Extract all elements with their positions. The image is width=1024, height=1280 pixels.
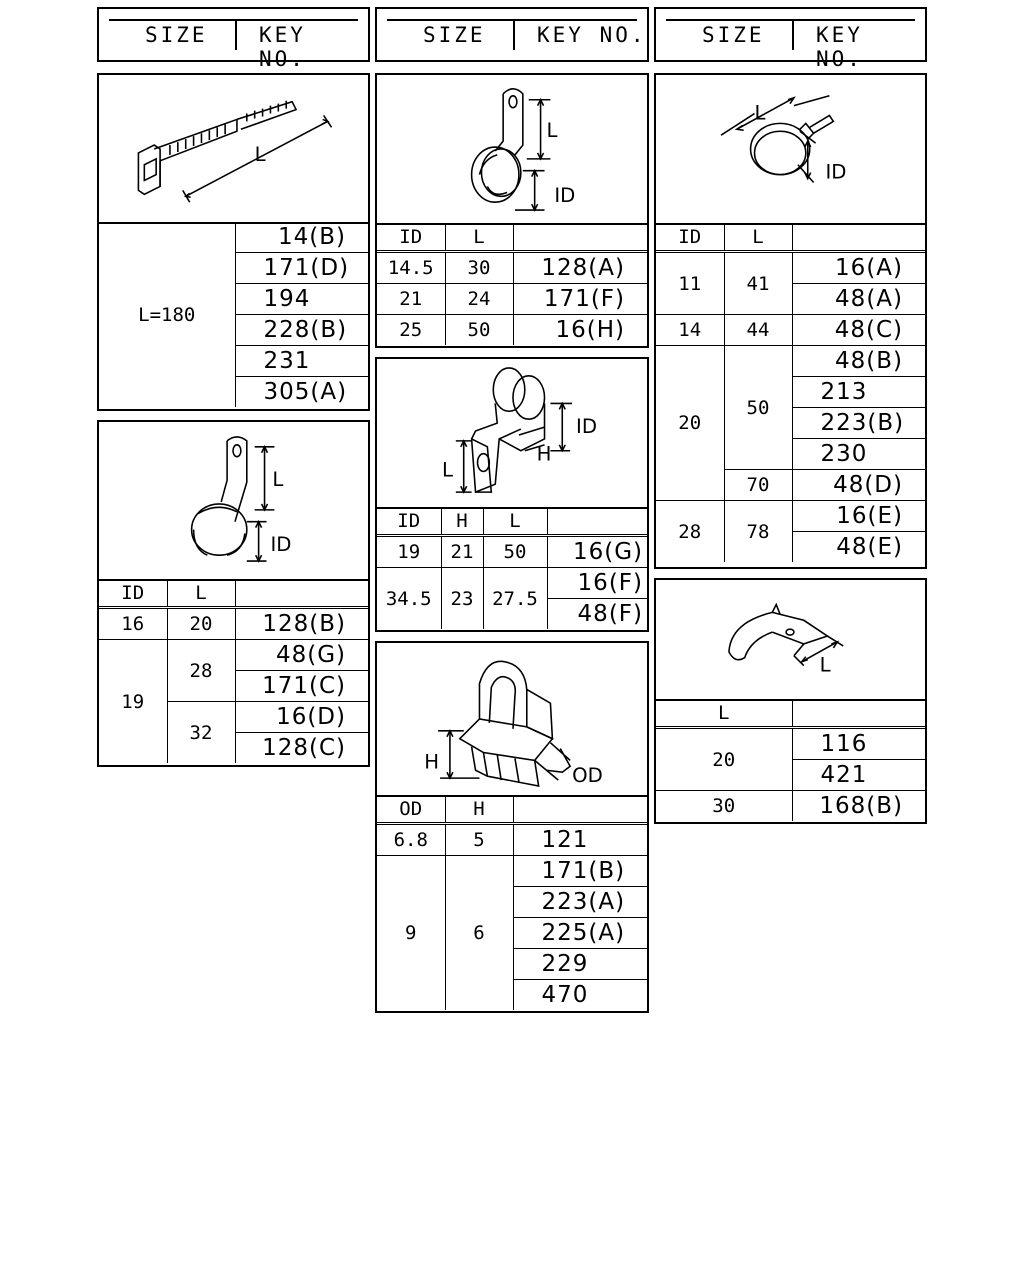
key-cell: 128(A) [513,252,647,284]
key-cell: 168(B) [792,791,925,822]
push-clip-panel [375,641,649,1013]
table-row [656,501,925,532]
p-clip-large-ID-label: ID [554,184,576,208]
l-cell: 50 [483,536,547,568]
key-cell: 16(F) [547,568,647,599]
push-clip-figure [377,643,647,797]
push-clip-table [377,795,647,1010]
bracket-clip-table [377,507,647,629]
band-tie-figure [99,75,368,224]
id-cell: 25 [377,315,445,346]
table-row [377,568,647,599]
table-row [656,315,925,346]
p-clip-small-drawing [99,422,368,579]
table-row [99,640,368,671]
l-cell: 20 [167,608,235,640]
l-cell: 28 [167,640,235,702]
l-cell: 30 [445,252,513,284]
hose-clamp-table [656,223,925,562]
key-cell: 16(D) [235,702,368,733]
band-tie-panel [97,73,370,411]
id-cell: 20 [656,346,724,501]
l-cell: 20 [656,728,792,791]
table-header-row [377,795,647,824]
table-header-row [656,223,925,252]
col-header-key [547,507,647,536]
id-cell: 19 [99,640,167,764]
key-cell: 14(B) [235,222,368,253]
header-key-label: KEY NO. [537,23,647,47]
table-row [656,728,925,760]
header-rule [387,19,637,21]
table-header-row [377,507,647,536]
key-cell: 128(C) [235,733,368,764]
hose-clamp-ID-label: ID [825,160,847,184]
key-cell: 231 [235,346,368,377]
key-cell: 421 [792,760,925,791]
key-cell: 16(E) [792,501,925,532]
col-header-key [792,699,925,728]
col-header-key [513,223,647,252]
header-rule [666,19,915,21]
header-rule [109,19,358,21]
table-header-row [656,699,925,728]
bracket-clip-L-label: L [442,458,454,482]
col-header-od: OD [377,795,445,824]
hose-clamp-figure [656,75,925,225]
bracket-clip-drawing [377,359,647,507]
p-clip-large-figure [377,75,647,225]
header-size-label: SIZE [145,23,208,47]
spring-clip-table [656,699,925,821]
id-cell: 34.5 [377,568,441,630]
key-cell: 48(D) [792,470,925,501]
key-cell: 223(A) [513,887,647,918]
od-cell: 6.8 [377,824,445,856]
key-cell: 229 [513,949,647,980]
col-header-key [792,223,925,252]
p-clip-small-L-label: L [272,468,284,492]
key-cell: 171(B) [513,856,647,887]
header-size-label: SIZE [702,23,765,47]
key-cell: 128(B) [235,608,368,640]
l-cell: 50 [724,346,792,470]
h-cell: 21 [441,536,483,568]
table-row [377,536,647,568]
key-cell: 48(C) [792,315,925,346]
key-cell: 48(A) [792,284,925,315]
l-cell: 32 [167,702,235,764]
h-cell: 6 [445,856,513,1011]
col-header-h: H [445,795,513,824]
hose-clamp-L-label: L [754,101,766,125]
key-cell: 470 [513,980,647,1011]
id-cell: 14.5 [377,252,445,284]
push-clip-drawing [377,643,647,795]
spring-clip-figure [656,580,925,701]
col-header-l: L [445,223,513,252]
header-col-2 [375,7,649,62]
spring-clip-drawing [656,580,925,699]
table-row [377,824,647,856]
col-header-id: ID [377,223,445,252]
band-tie-table [99,222,368,407]
col-header-id: ID [656,223,724,252]
l-cell: 41 [724,252,792,315]
key-cell: 171(F) [513,284,647,315]
l-cell: 70 [724,470,792,501]
table-header-row [377,223,647,252]
bracket-clip-panel [375,357,649,632]
id-cell: 21 [377,284,445,315]
table-row [377,315,647,346]
key-cell: 48(G) [235,640,368,671]
h-cell: 23 [441,568,483,630]
header-key-label: KEY NO. [259,23,306,71]
table-row [377,284,647,315]
l-cell: 50 [445,315,513,346]
header-divider [513,21,515,50]
key-cell: 213 [792,377,925,408]
key-cell: 48(B) [792,346,925,377]
spring-clip-L-label: L [819,653,831,677]
col-header-l: L [656,699,792,728]
p-clip-small-figure [99,422,368,581]
key-cell: 223(B) [792,408,925,439]
col-header-l: L [483,507,547,536]
table-header-row [99,579,368,608]
table-row [377,252,647,284]
od-cell: 9 [377,856,445,1011]
bracket-clip-H-label: H [536,442,552,466]
col-header-l: L [724,223,792,252]
id-cell: 19 [377,536,441,568]
id-cell: 16 [99,608,167,640]
hose-clamp-panel [654,73,927,569]
table-row [377,856,647,887]
p-clip-large-panel [375,73,649,348]
key-cell: 116 [792,728,925,760]
l-cell: 27.5 [483,568,547,630]
table-row [99,222,368,253]
table-row [656,791,925,822]
p-clip-large-L-label: L [546,119,558,143]
header-col-3 [654,7,927,71]
p-clip-small-table [99,579,368,763]
header-size-label: SIZE [423,23,486,47]
h-cell: 5 [445,824,513,856]
key-cell: 16(A) [792,252,925,284]
table-row [656,346,925,377]
key-cell: 121 [513,824,647,856]
l-cell: 44 [724,315,792,346]
col-header-id: ID [99,579,167,608]
key-cell: 225(A) [513,918,647,949]
spring-clip-panel [654,578,927,824]
key-cell: 16(G) [547,536,647,568]
header-divider [235,21,237,50]
id-cell: 14 [656,315,724,346]
bracket-clip-ID-label: ID [576,415,598,438]
table-row [656,252,925,284]
id-cell: 28 [656,501,724,563]
key-cell: 230 [792,439,925,470]
key-cell: 48(E) [792,532,925,563]
table-row [99,608,368,640]
hose-clamp-drawing [656,75,925,223]
key-cell: 171(D) [235,253,368,284]
p-clip-small-ID-label: ID [270,533,292,557]
key-cell: 16(H) [513,315,647,346]
key-cell: 228(B) [235,315,368,346]
id-cell: 11 [656,252,724,315]
header-col-1 [97,7,370,71]
band-tie-drawing [99,75,368,222]
bracket-clip-figure [377,359,647,509]
push-clip-OD-label: OD [572,764,603,788]
header-key-label: KEY NO. [816,23,863,71]
col-header-key [513,795,647,824]
col-header-h: H [441,507,483,536]
p-clip-small-panel [97,420,370,767]
l-cell: 24 [445,284,513,315]
col-header-l: L [167,579,235,608]
l-cell: 78 [724,501,792,563]
l-cell: 30 [656,791,792,822]
band-tie-size-cell: L=180 [99,222,235,407]
header-divider [792,21,794,50]
p-clip-large-table [377,223,647,345]
key-cell: 305(A) [235,377,368,408]
col-header-key [235,579,368,608]
key-cell: 194 [235,284,368,315]
push-clip-H-label: H [424,750,440,774]
band-tie-L-label: L [254,142,266,166]
col-header-id: ID [377,507,441,536]
p-clip-large-drawing [377,75,647,223]
key-cell: 48(F) [547,599,647,630]
key-cell: 171(C) [235,671,368,702]
